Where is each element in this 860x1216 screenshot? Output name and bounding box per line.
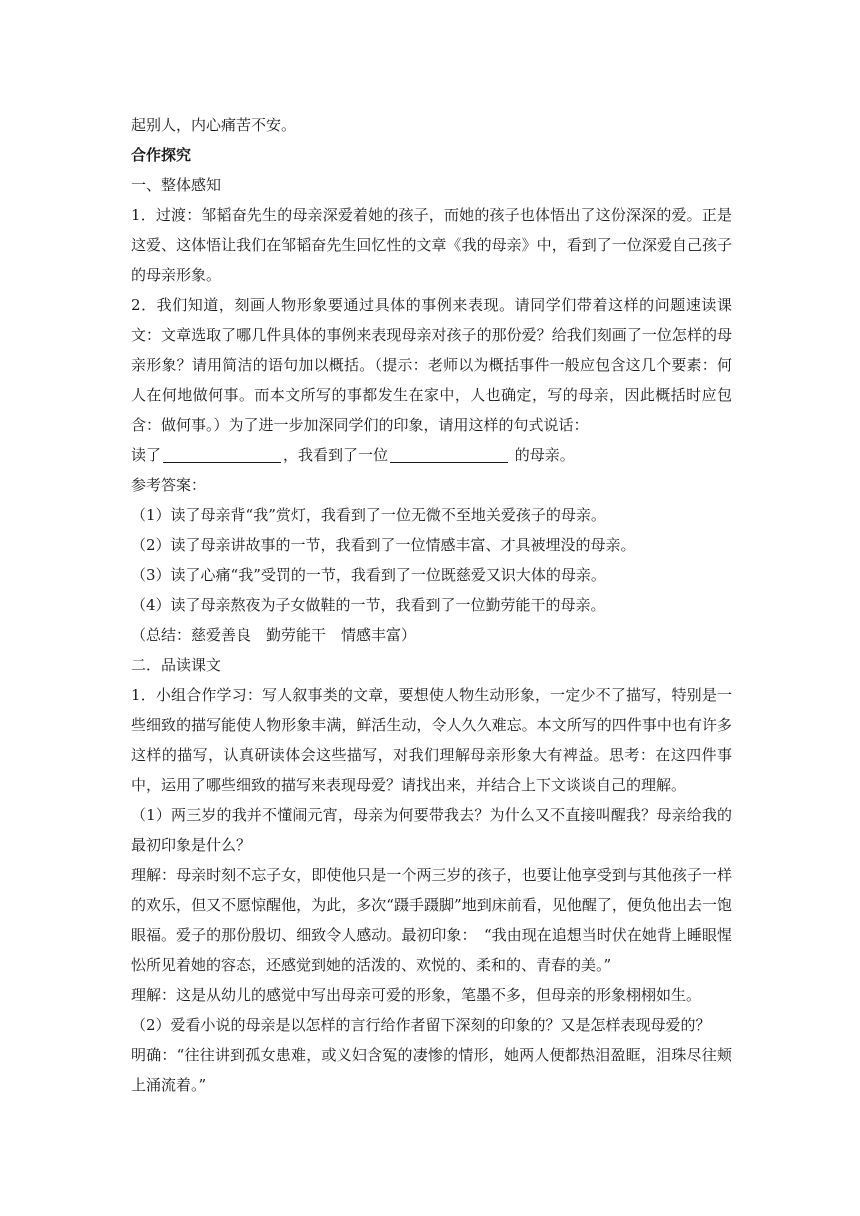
- paragraph: 理解：这是从幼儿的感觉中写出母亲可爱的形象，笔墨不多，但母亲的形象栩栩如生。: [131, 986, 702, 1004]
- paragraph: 1．小组合作学习：写人叙事类的文章，要想使人物生动形象，一定少不了描写，特别是一些细致的描写能使人物形象丰满，鲜活生动，令人久久难忘。本文所写的四件事中也有许多这样的描写，认真研读体会这些描写，对我们理解母亲形象大有裨益。思考：在这四件事中，运用了哪些细致的描写来表现母爱？请找出来，并结合上下文谈谈自己的理解。: [131, 686, 732, 794]
- fill-in-blank: [390, 444, 508, 463]
- fill-in-text: 的母亲。: [510, 446, 575, 464]
- answer-heading: 参考答案：: [131, 476, 207, 494]
- question: （1）两三岁的我并不懂闹元宵，母亲为何要带我去？为什么又不直接叫醒我？母亲给我的最初印象是什么？: [131, 806, 732, 854]
- document-page: [131, 110, 732, 1100]
- subsection-heading: 二．品读课文: [131, 656, 222, 674]
- fill-in-sentence: [131, 440, 732, 470]
- paragraph: 1．过渡：邹韬奋先生的母亲深爱着她的孩子，而她的孩子也体悟出了这份深深的爱。正是这爱、这体悟让我们在邹韬奋先生回忆性的文章《我的母亲》中，看到了一位深爱自己孩子的母亲形象。: [131, 206, 732, 284]
- answer-item: （2）读了母亲讲故事的一节，我看到了一位情感丰富、才具被埋没的母亲。: [131, 536, 636, 554]
- fill-in-blank: [163, 444, 281, 463]
- subsection-heading: 一、整体感知: [131, 176, 222, 194]
- fill-in-text: ，我看到了一位: [283, 446, 389, 464]
- text-line: 起别人，内心痛苦不安。: [131, 116, 297, 134]
- paragraph: 2．我们知道，刻画人物形象要通过具体的事例来表现。请同学们带着这样的问题速读课文：文章选取了哪几件具体的事例来表现母亲对孩子的那份爱？给我们刻画了一位怎样的母亲形象？请用简洁的语句加以概括。（提示：老师以为概括事件一般应包含这几个要素：何人在何地做何事。而本文所写的事都发生在家中，人也确定，写的母亲，因此概括时应包含：做何事。）为了进一步加深同学们的印象，请用这样的句式说话：: [131, 296, 732, 434]
- answer-item: （4）读了母亲熬夜为子女做鞋的一节，我看到了一位勤劳能干的母亲。: [131, 596, 606, 614]
- question: （2）爱看小说的母亲是以怎样的言行给作者留下深刻的印象的？又是怎样表现母爱的？: [131, 1016, 711, 1034]
- answer-item: （3）读了心痛“我”受罚的一节，我看到了一位既慈爱又识大体的母亲。: [131, 566, 606, 584]
- paragraph: 理解：母亲时刻不忘子女，即使他只是一个两三岁的孩子，也要让他享受到与其他孩子一样的欢乐，但又不愿惊醒他，为此，多次“蹑手蹑脚”地到床前看，见他醒了，便负他出去一饱眼福。爱子的那份殷切、细致令人感动。最初印象： “我由现在追想当时伏在她背上睡眼惺忪所见着她的容态，还感觉到她的活泼的、欢悦的、柔和的、青春的美。”: [131, 866, 732, 974]
- summary-line: （总结：慈爱善良 勤劳能干 情感丰富）: [131, 626, 417, 644]
- fill-in-text: 读了: [131, 446, 162, 464]
- answer-item: （1）读了母亲背“我”赏灯，我看到了一位无微不至地关爱孩子的母亲。: [131, 506, 606, 524]
- paragraph: 明确：“往往讲到孤女患难，或义妇含冤的凄惨的情形，她两人便都热泪盈眶，泪珠尽往颊上涌流着。”: [131, 1046, 732, 1094]
- section-heading: 合作探究: [131, 146, 192, 164]
